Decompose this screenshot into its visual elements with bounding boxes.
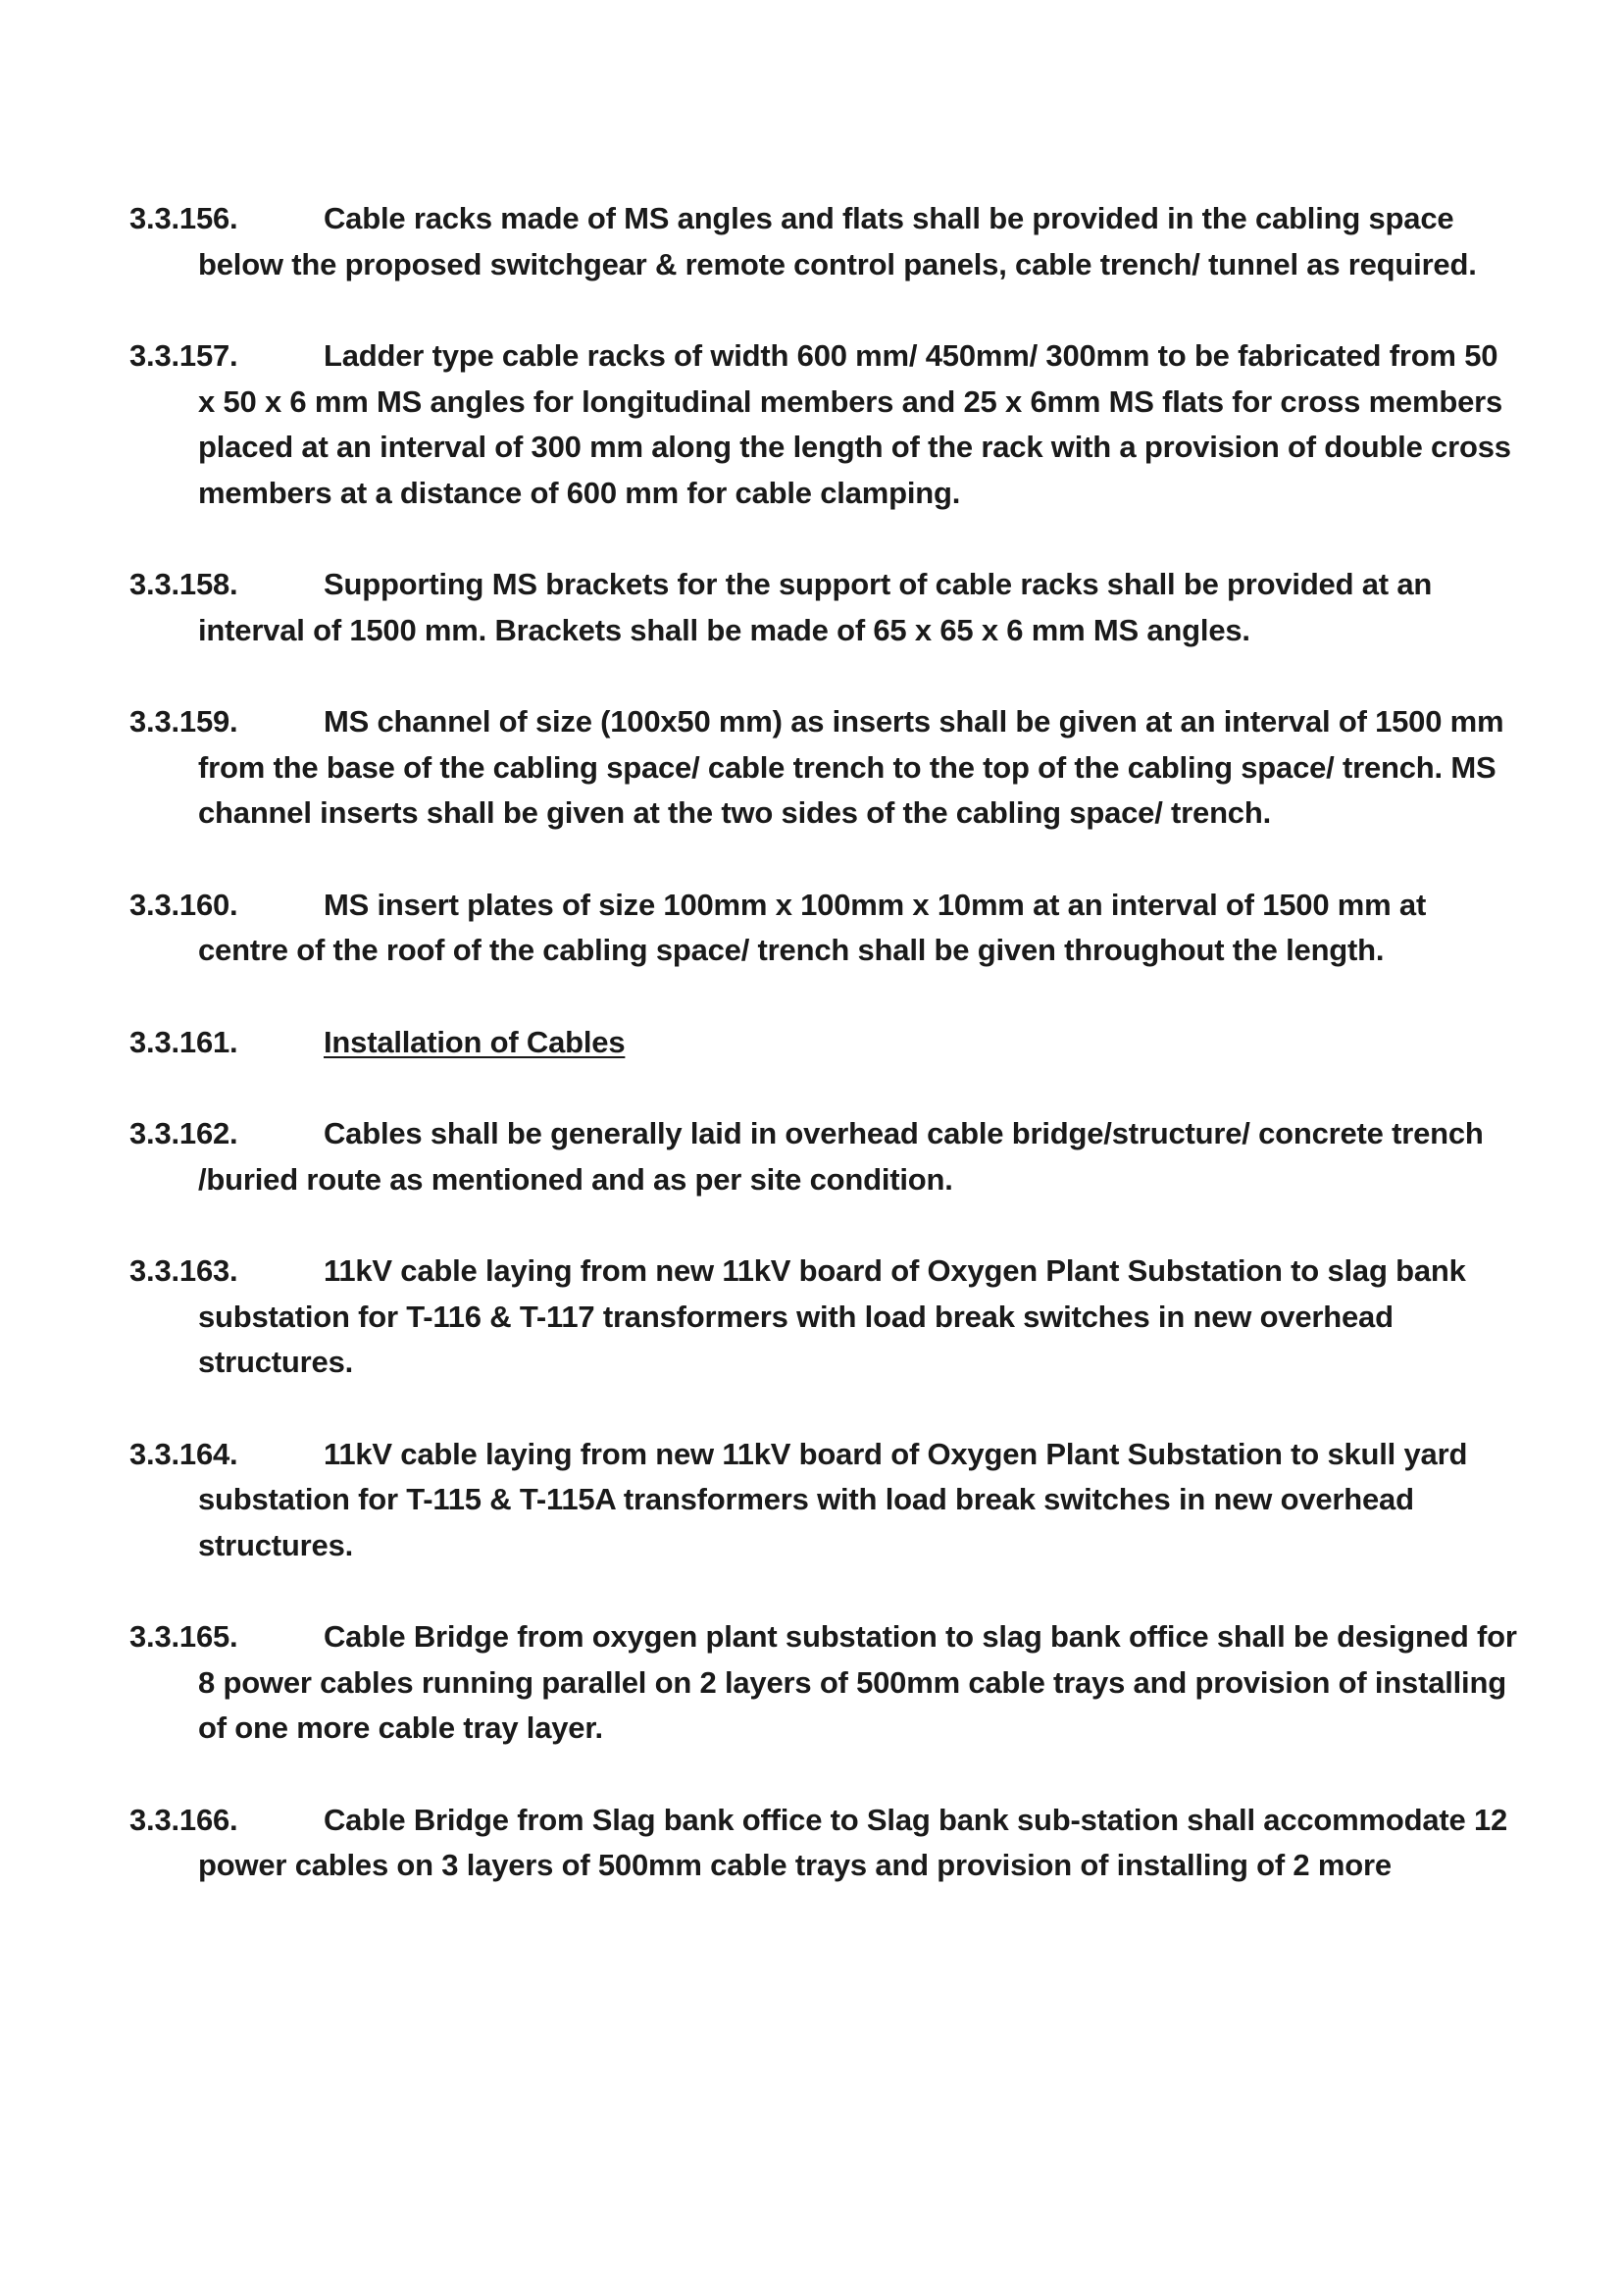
clause-number: 3.3.162. <box>129 1116 238 1150</box>
clause-text: MS insert plates of size 100mm x 100mm x 10mm at an interval of 1500 mm at centre of the roof of the cabling space/ trench shall be given throughout the length. <box>198 887 1427 967</box>
clause-number: 3.3.163. <box>129 1253 238 1288</box>
clause-text: Supporting MS brackets for the support of cable racks shall be provided at an interval of 1500 mm. Brackets shall be made of 65 x 65 x 6 mm MS angles. <box>198 567 1433 647</box>
clause-3-3-165 <box>129 1614 1522 1752</box>
clause-text: Cable racks made of MS angles and flats shall be provided in the cabling space below the proposed switchgear & remote control panels, cable trench/ tunnel as required. <box>198 201 1477 281</box>
clause-text: Cables shall be generally laid in overhead cable bridge/structure/ concrete trench /buried route as mentioned and as per site condition. <box>198 1116 1484 1197</box>
clause-number: 3.3.166. <box>129 1802 238 1837</box>
clause-text: Ladder type cable racks of width 600 mm/ 450mm/ 300mm to be fabricated from 50 x 50 x 6 mm MS angles for longitudinal members and 25 x 6mm MS flats for cross members placed at an interval of 300 mm along the length of the rack with a provision of double cross members at a distance of 600 mm for cable clamping. <box>198 338 1511 510</box>
clause-3-3-158 <box>129 562 1522 653</box>
clause-3-3-162 <box>129 1111 1522 1202</box>
clause-3-3-163 <box>129 1249 1522 1386</box>
clause-number: 3.3.157. <box>129 338 238 373</box>
clause-number: 3.3.158. <box>129 567 238 601</box>
clause-number: 3.3.160. <box>129 887 238 922</box>
clause-3-3-157 <box>129 333 1522 516</box>
clause-3-3-156 <box>129 196 1522 287</box>
section-heading: Installation of Cables <box>324 1024 626 1059</box>
clause-number: 3.3.165. <box>129 1619 238 1654</box>
clause-list <box>129 196 1522 1935</box>
clause-3-3-161 <box>129 1020 1522 1066</box>
clause-3-3-159 <box>129 699 1522 837</box>
clause-3-3-166 <box>129 1798 1522 1889</box>
clause-3-3-164 <box>129 1432 1522 1569</box>
clause-text: 11kV cable laying from new 11kV board of Oxygen Plant Substation to slag bank substation for T-116 & T-117 transformers with load break switches in new overhead structures. <box>198 1253 1466 1379</box>
clause-number: 3.3.156. <box>129 201 238 235</box>
clause-text: Cable Bridge from oxygen plant substation to slag bank office shall be designed for 8 power cables running parallel on 2 layers of 500mm cable trays and provision of installing of one more cable tray layer. <box>198 1619 1517 1745</box>
clause-number: 3.3.159. <box>129 704 238 739</box>
clause-number: 3.3.161. <box>129 1024 238 1059</box>
clause-text: 11kV cable laying from new 11kV board of Oxygen Plant Substation to skull yard substation for T-115 & T-115A transformers with load break switches in new overhead structures. <box>198 1436 1468 1562</box>
clause-text: MS channel of size (100x50 mm) as inserts shall be given at an interval of 1500 mm from the base of the cabling space/ cable trench to the top of the cabling space/ trench. MS channel inserts shall be given at the two sides of the cabling space/ trench. <box>198 704 1504 830</box>
clause-text: Cable Bridge from Slag bank office to Slag bank sub-station shall accommodate 12 power cables on 3 layers of 500mm cable trays and provision of installing of 2 more <box>198 1802 1508 1882</box>
clause-3-3-160 <box>129 883 1522 974</box>
clause-number: 3.3.164. <box>129 1436 238 1471</box>
